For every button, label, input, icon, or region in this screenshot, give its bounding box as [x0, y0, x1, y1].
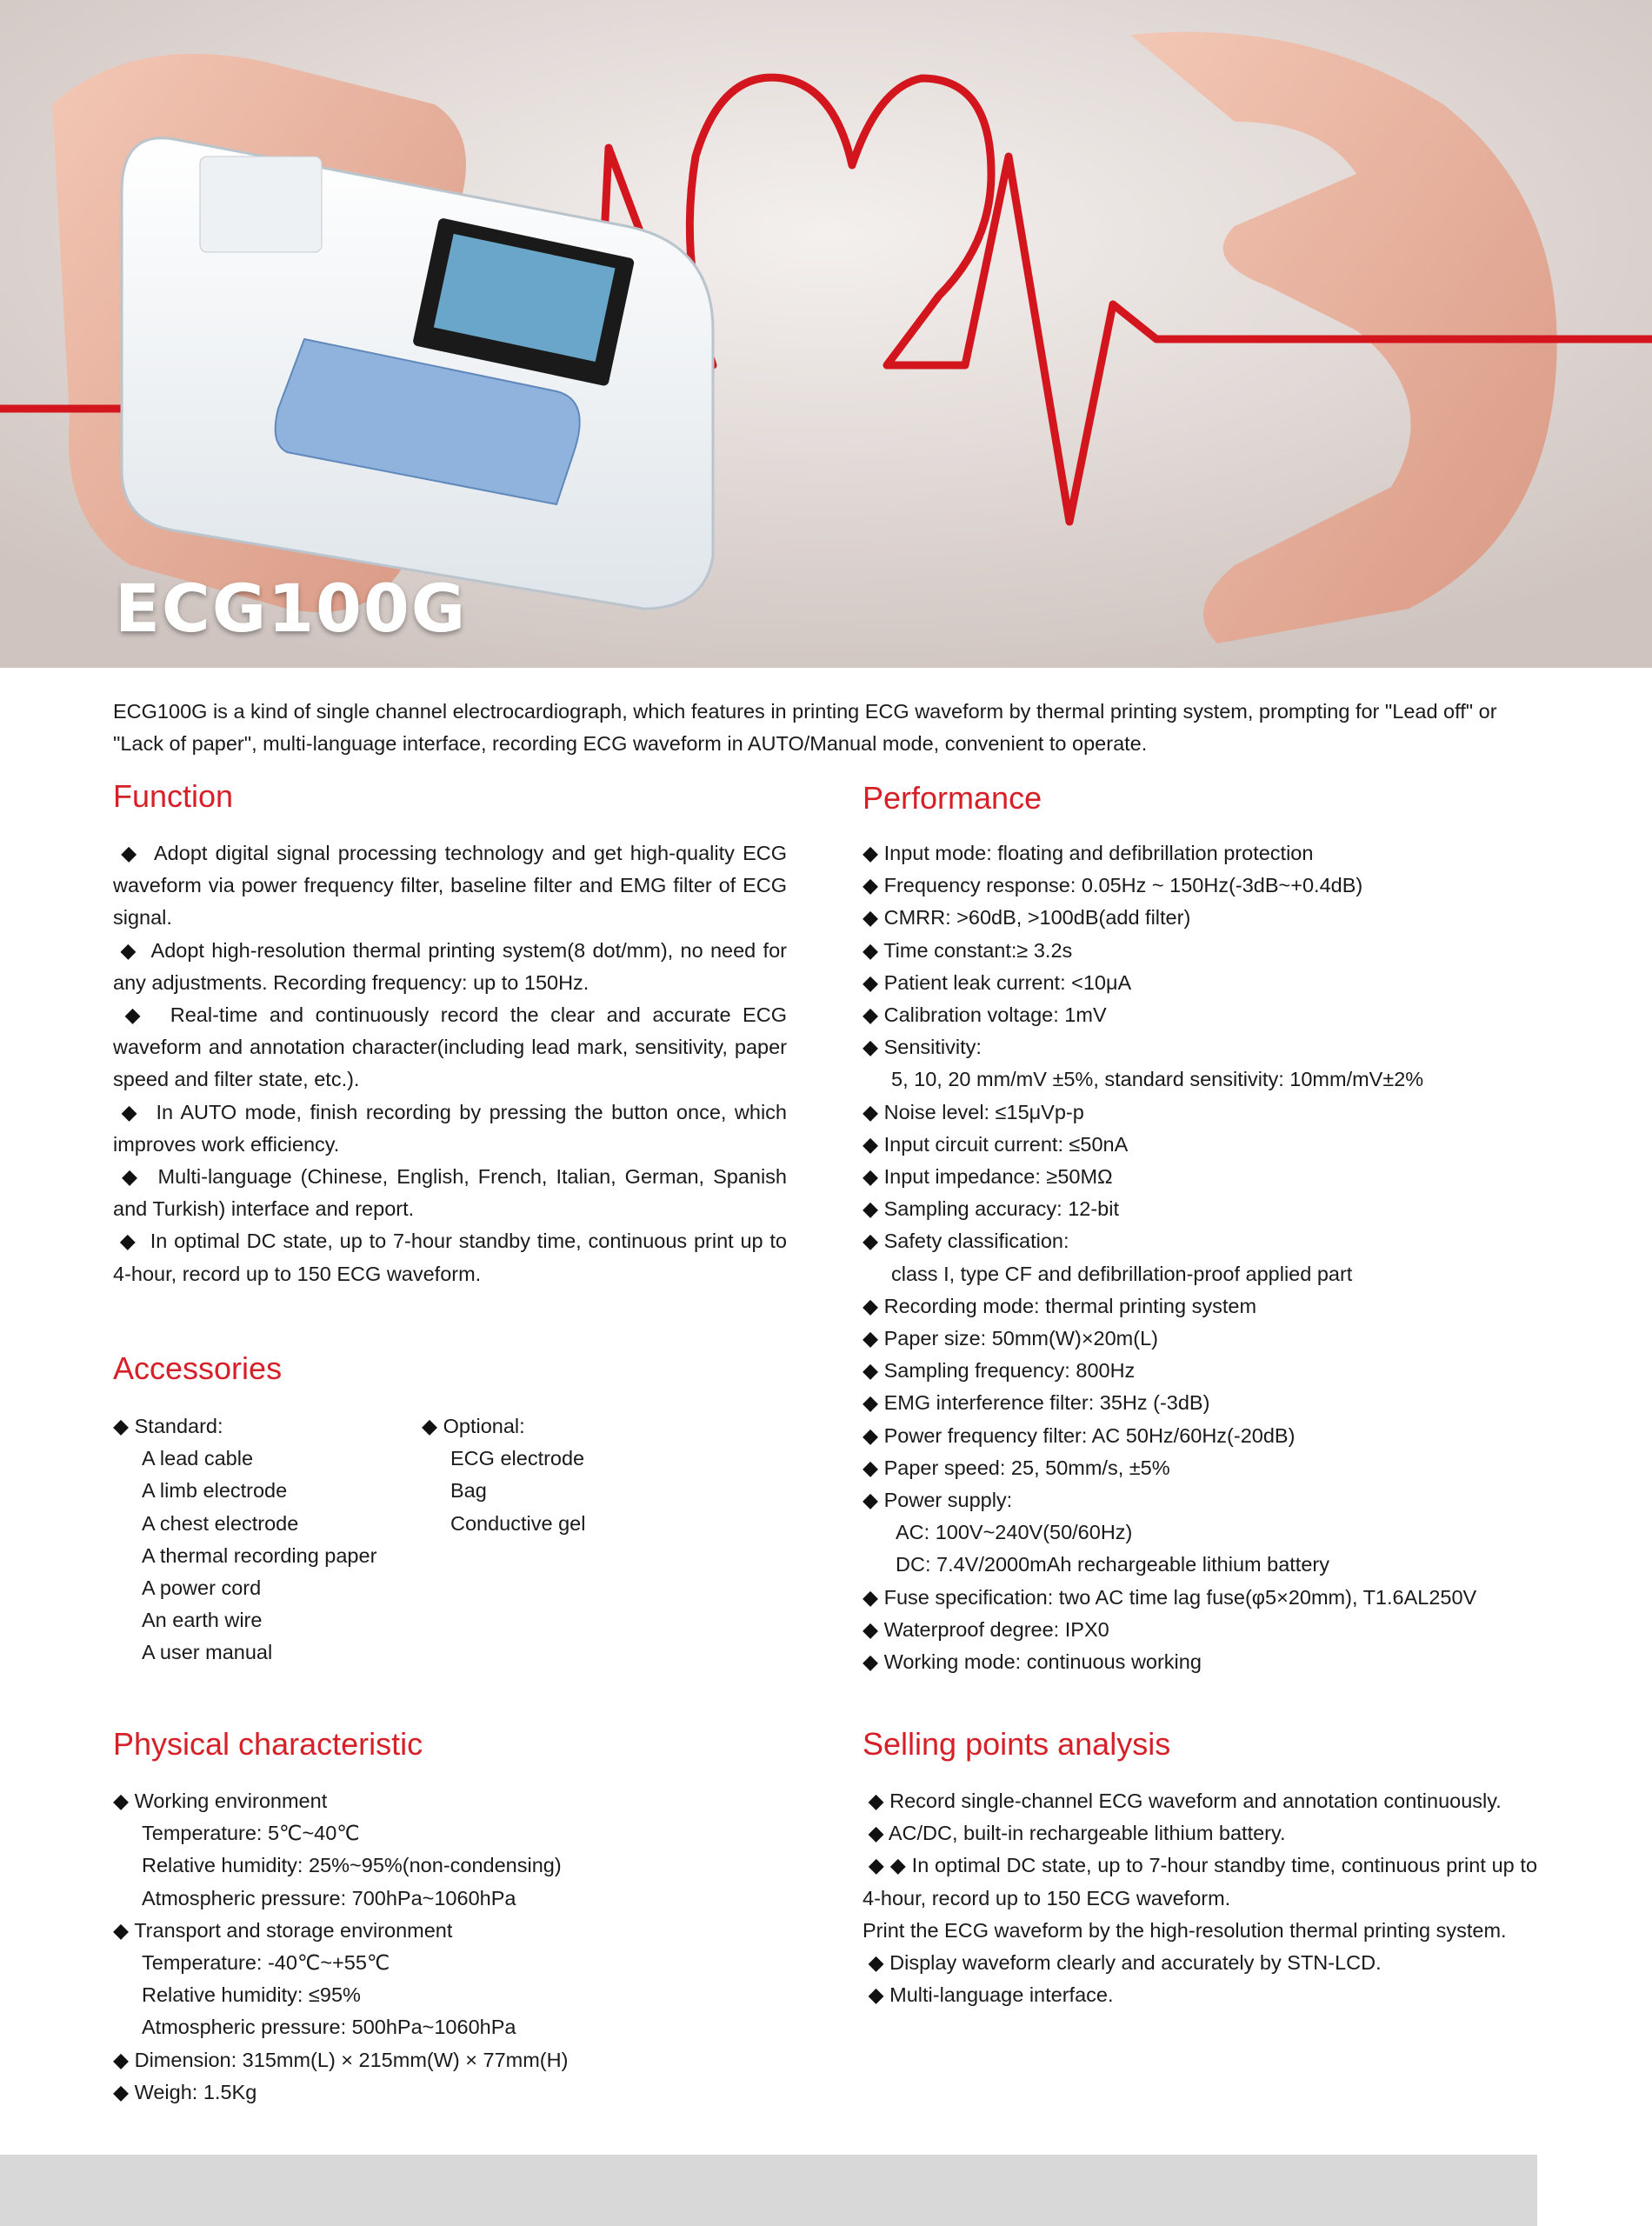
performance-line-text: Sampling accuracy: 12-bit: [883, 1197, 1119, 1221]
function-item: [113, 1225, 787, 1290]
performance-line: [863, 1129, 1558, 1161]
bullet-diamond: ◆: [868, 1983, 890, 2007]
function-item: [113, 1161, 787, 1225]
selling-item-text: AC/DC, built-in rechargeable lithium battery.: [888, 1822, 1286, 1845]
selling-list: [863, 1785, 1537, 2011]
performance-line-text: Sensitivity:: [883, 1036, 982, 1059]
function-item-text: Multi-language (Chinese, English, French, Italian, German, Spanish and Turkish) interface and report.: [113, 1165, 787, 1221]
performance-line-text: Calibration voltage: 1mV: [883, 1003, 1107, 1027]
physical-line: [113, 2076, 774, 2109]
performance-line: [863, 1258, 1558, 1290]
physical-line-text: Temperature: 5℃~40℃: [142, 1822, 360, 1845]
selling-item-text: Print the ECG waveform by the high-resolution thermal printing system.: [863, 1918, 1507, 1942]
performance-line-text: Recording mode: thermal printing system: [883, 1294, 1257, 1317]
performance-line-text: 5, 10, 20 mm/mV ±5%, standard sensitivity: 10mm/mV±2%: [891, 1068, 1424, 1091]
bullet-diamond: ◆: [113, 1230, 150, 1253]
optional-item: Bag: [450, 1479, 487, 1503]
selling-item: [863, 1915, 1537, 1947]
bullet-diamond: ◆: [863, 1456, 884, 1479]
performance-line: [863, 1193, 1558, 1225]
performance-line-text: DC: 7.4V/2000mAh rechargeable lithium battery: [896, 1553, 1329, 1576]
performance-line-text: Safety classification:: [883, 1230, 1069, 1253]
optional-label: Optional:: [443, 1415, 525, 1437]
physical-line-text: Dimension: 315mm(L) × 215mm(W) × 77mm(H): [134, 2048, 569, 2071]
physical-line: [113, 1915, 774, 1947]
hero-illustration: [0, 0, 1652, 668]
selling-item-text: Display waveform clearly and accurately by STN-LCD.: [889, 1951, 1382, 1975]
bullet-diamond: ◆: [863, 1036, 884, 1059]
function-heading: Function: [113, 778, 234, 814]
bullet-diamond: ◆: [113, 2048, 135, 2071]
physical-line: [113, 1849, 774, 1882]
performance-line-text: Time constant:≥ 3.2s: [883, 938, 1073, 962]
physical-line-text: Relative humidity: ≤95%: [142, 1983, 361, 2007]
performance-line-text: Paper speed: 25, 50mm/s, ±5%: [883, 1456, 1170, 1479]
physical-line-text: Working environment: [134, 1789, 328, 1812]
function-item-text: In optimal DC state, up to 7-hour standby time, continuous print up to 4-hour, record up to 150 ECG waveform.: [113, 1230, 787, 1285]
performance-line-text: Input mode: floating and defibrillation protection: [883, 842, 1314, 864]
accessories-standard: ◆ Standard: A lead cable A limb electrode A chest electrode A thermal recording paper A power cord An earth wire A user manual: [113, 1410, 417, 1670]
bullet-diamond: ◆: [863, 1585, 884, 1609]
performance-line-text: class I, type CF and defibrillation-proof applied part: [891, 1262, 1353, 1285]
bullet-diamond: ◆: [868, 1822, 889, 1845]
performance-line: [863, 1387, 1558, 1419]
performance-line-text: Patient leak current: <10μA: [883, 970, 1132, 994]
standard-label: Standard:: [134, 1415, 223, 1437]
bullet-diamond: ◆: [113, 938, 151, 962]
performance-line: [863, 1225, 1558, 1257]
performance-list: [863, 837, 1558, 1678]
selling-item: [863, 1849, 1537, 1914]
standard-item: A thermal recording paper: [142, 1543, 377, 1567]
standard-item: A chest electrode: [142, 1511, 299, 1535]
performance-line: [863, 1516, 1558, 1549]
standard-item: A limb electrode: [142, 1479, 288, 1503]
physical-line-text: Transport and storage environment: [134, 1918, 453, 1942]
standard-item: An earth wire: [142, 1609, 263, 1632]
physical-line-text: Atmospheric pressure: 700hPa~1060hPa: [142, 1886, 516, 1909]
bullet-diamond: ◆: [113, 1165, 158, 1189]
accessories-heading: Accessories: [113, 1350, 283, 1386]
function-item: [113, 999, 787, 1096]
bullet-diamond: ◆: [863, 1294, 884, 1317]
selling-item: [863, 1979, 1537, 2011]
performance-line: [863, 1031, 1558, 1063]
performance-line: [863, 967, 1558, 999]
function-item-text: In AUTO mode, finish recording by pressing the button once, which improves work efficiency.: [113, 1100, 787, 1156]
bullet-diamond: ◆: [868, 1951, 890, 1975]
performance-line: [863, 1420, 1558, 1452]
selling-item-text: Multi-language interface.: [889, 1983, 1114, 2007]
performance-line-text: Fuse specification: two AC time lag fuse(φ5×20mm), T1.6AL250V: [883, 1585, 1477, 1609]
bullet-diamond: ◆: [863, 842, 884, 864]
bullet-diamond: ◆: [863, 1489, 884, 1512]
bullet-diamond: ◆: [863, 1327, 884, 1350]
performance-line-text: EMG interference filter: 35Hz (-3dB): [883, 1391, 1210, 1415]
bullet-diamond: ◆: [863, 1359, 884, 1383]
performance-line: [863, 999, 1558, 1031]
bullet-diamond: ◆: [113, 1918, 135, 1942]
physical-line-text: Relative humidity: 25%~95%(non-condensing): [142, 1854, 562, 1877]
performance-line: [863, 1096, 1558, 1129]
performance-line: [863, 1582, 1558, 1614]
physical-line: [113, 1817, 774, 1849]
standard-item: A user manual: [142, 1641, 273, 1664]
standard-item: A lead cable: [142, 1447, 254, 1470]
physical-line: [113, 2044, 774, 2076]
physical-line: [113, 1947, 774, 1979]
bullet-diamond: ◆: [113, 842, 154, 864]
performance-line-text: Input impedance: ≥50MΩ: [883, 1165, 1113, 1189]
bullet-diamond: ◆: [863, 1165, 884, 1189]
performance-line-text: AC: 100V~240V(50/60Hz): [896, 1521, 1133, 1544]
performance-line: [863, 1290, 1558, 1323]
physical-line: [113, 1785, 774, 1817]
physical-line: [113, 1979, 774, 2011]
product-name: ECG100G: [115, 570, 468, 647]
performance-line: [863, 1063, 1558, 1096]
performance-line: [863, 1355, 1558, 1387]
bullet-diamond: ◆: [863, 938, 884, 962]
footer-bar: [0, 2155, 1537, 2226]
physical-line-text: Atmospheric pressure: 500hPa~1060hPa: [142, 2016, 516, 2039]
performance-line-text: Working mode: continuous working: [883, 1650, 1202, 1674]
bullet-diamond: ◆: [863, 1391, 884, 1415]
accessories-optional: ◆ Optional: ECG electrode Bag Conductive gel: [422, 1410, 726, 1540]
performance-line-text: Noise level: ≤15μVp-p: [883, 1100, 1084, 1123]
performance-line: [863, 935, 1558, 967]
function-item: [113, 837, 787, 935]
performance-line: [863, 1646, 1558, 1678]
performance-line: [863, 1161, 1558, 1193]
performance-line: [863, 1614, 1558, 1646]
physical-list: [113, 1785, 774, 2109]
selling-heading: Selling points analysis: [863, 1726, 1171, 1762]
performance-line: [863, 1549, 1558, 1581]
function-item: [113, 1096, 787, 1161]
selling-item-text: Record single-channel ECG waveform and annotation continuously.: [889, 1789, 1502, 1812]
bullet-diamond: ◆: [863, 906, 884, 930]
physical-line-text: Temperature: -40℃~+55℃: [142, 1951, 390, 1975]
function-item-text: Adopt digital signal processing technology and get high-quality ECG waveform via power frequency filter, baseline filter and EMG filter of ECG signal.: [113, 842, 787, 930]
bullet-diamond: ◆: [113, 1003, 170, 1027]
performance-line-text: CMRR: >60dB, >100dB(add filter): [883, 906, 1191, 930]
performance-line: [863, 1323, 1558, 1355]
physical-line: [113, 2011, 774, 2043]
selling-item: [863, 1817, 1537, 1849]
hero-banner: [0, 0, 1652, 668]
bullet-diamond: ◆: [863, 1197, 884, 1221]
performance-line-text: Sampling frequency: 800Hz: [883, 1359, 1136, 1383]
bullet-diamond: ◆ ◆: [868, 1854, 912, 1877]
physical-line-text: Weigh: 1.5Kg: [134, 2080, 257, 2103]
bullet-diamond: ◆: [863, 1100, 884, 1123]
performance-line-text: Power frequency filter: AC 50Hz/60Hz(-20dB): [883, 1423, 1296, 1447]
physical-line: [113, 1883, 774, 1915]
bullet-diamond: ◆: [113, 1100, 157, 1123]
bullet-diamond: ◆: [863, 1423, 884, 1447]
function-list: [113, 837, 787, 1290]
performance-line: [863, 902, 1558, 934]
performance-line: [863, 870, 1558, 902]
function-item-text: Adopt high-resolution thermal printing system(8 dot/mm), no need for any adjustments. Recording frequency: up to 150Hz.: [113, 938, 787, 994]
function-item: [113, 935, 787, 999]
intro-text: ECG100G is a kind of single channel electrocardiograph, which features in printing ECG waveform by thermal printing system, prompting for "Lead off" or "Lack of paper", multi-language interface, recording ECG waveform in AUTO/Manual mode, convenient to operate.: [113, 700, 1497, 755]
bullet-diamond: ◆: [863, 1617, 884, 1641]
bullet-diamond: ◆: [863, 1003, 884, 1027]
bullet-diamond: ◆: [863, 970, 884, 994]
performance-line: [863, 1452, 1558, 1484]
performance-heading: Performance: [863, 780, 1042, 816]
function-item-text: Real-time and continuously record the clear and accurate ECG waveform and annotation character(including lead mark, sensitivity, paper speed and filter state, etc.).: [113, 1003, 787, 1091]
bullet-diamond: ◆: [113, 1789, 135, 1812]
standard-item: A power cord: [142, 1576, 262, 1600]
physical-heading: Physical characteristic: [113, 1726, 423, 1762]
performance-line-text: Frequency response: 0.05Hz ~ 150Hz(-3dB~+0.4dB): [883, 874, 1363, 897]
selling-item-text: In optimal DC state, up to 7-hour standby time, continuous print up to 4-hour, record up to 150 ECG waveform.: [863, 1854, 1538, 1909]
performance-line: [863, 837, 1558, 870]
bullet-diamond: ◆: [113, 2080, 135, 2103]
bullet-diamond: ◆: [863, 1230, 884, 1253]
performance-line-text: Input circuit current: ≤50nA: [883, 1132, 1129, 1156]
bullet-diamond: ◆: [863, 1132, 884, 1156]
optional-item: ECG electrode: [450, 1447, 585, 1470]
selling-item: [863, 1947, 1537, 1979]
optional-item: Conductive gel: [450, 1511, 586, 1535]
performance-line: [863, 1484, 1558, 1516]
selling-item: [863, 1785, 1537, 1817]
bullet-diamond: ◆: [863, 874, 884, 897]
bullet-diamond: ◆: [863, 1650, 884, 1674]
performance-line-text: Paper size: 50mm(W)×20m(L): [883, 1327, 1158, 1350]
performance-line-text: Power supply:: [883, 1489, 1013, 1512]
bullet-diamond: ◆: [868, 1789, 890, 1812]
performance-line-text: Waterproof degree: IPX0: [883, 1617, 1109, 1641]
